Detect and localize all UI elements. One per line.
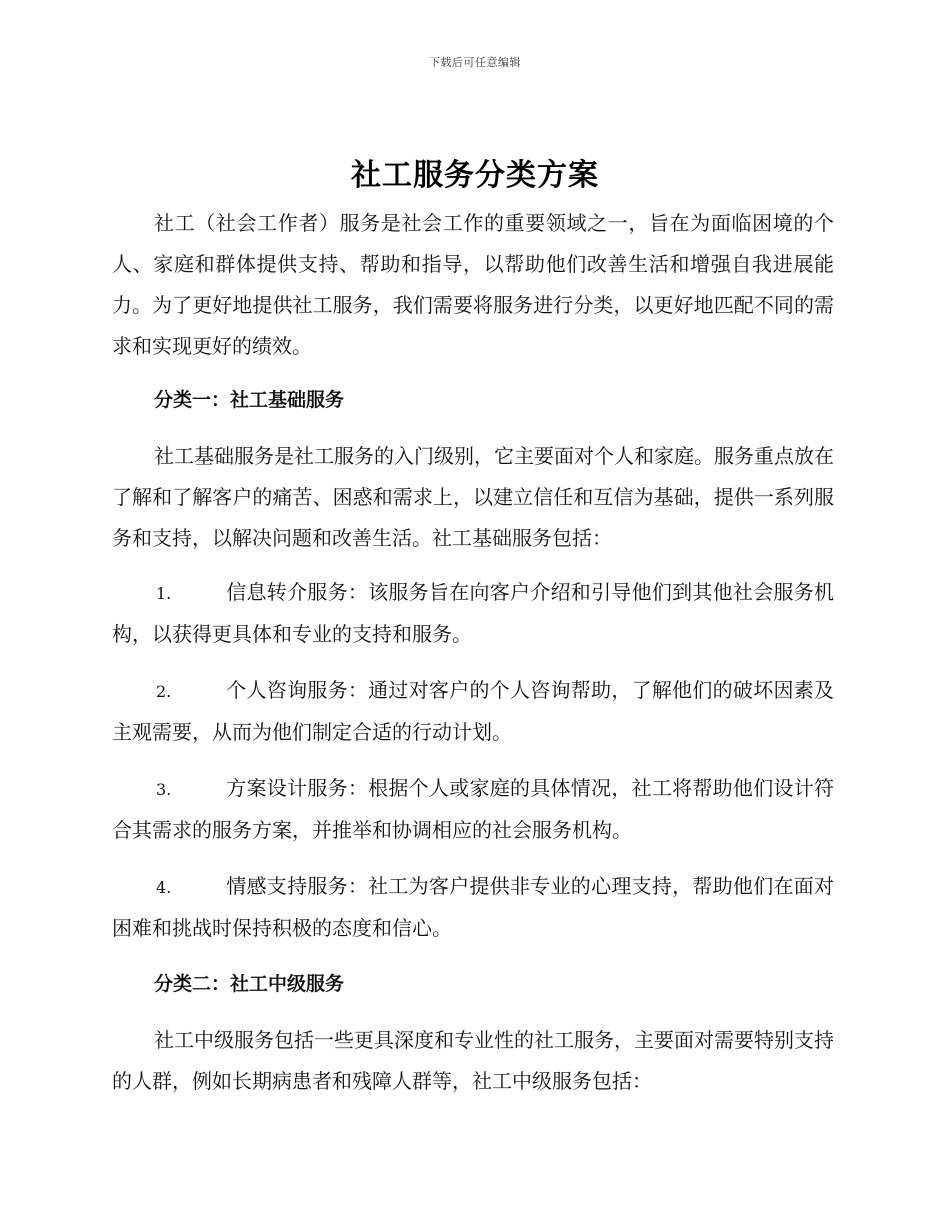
page-title: 社工服务分类方案 xyxy=(351,158,599,193)
list-number: 2. xyxy=(156,682,172,701)
list-item-text: 个人咨询服务：通过对客户的个人咨询帮助，了解他们的破坏因素及主观需要，从而为他们制定合适的行动计划。 xyxy=(112,678,834,744)
section2-paragraph: 社工中级服务包括一些更具深度和专业性的社工服务，主要面对需要特别支持的人群，例如长期病患者和残障人群等，社工中级服务包括： xyxy=(112,1028,834,1093)
list-item-text: 信息转介服务：该服务旨在向客户介绍和引导他们到其他社会服务机构，以获得更具体和专业的支持和服务。 xyxy=(112,580,834,646)
header-note: 下载后可任意编辑 xyxy=(429,56,521,69)
list-item-text: 情感支持服务：社工为客户提供非专业的心理支持，帮助他们在面对困难和挑战时保持积极的态度和信心。 xyxy=(112,874,834,940)
section1-heading: 分类一：社工基础服务 xyxy=(154,389,345,411)
document-body xyxy=(112,203,834,1115)
list-number: 3. xyxy=(156,780,172,799)
list-item xyxy=(112,572,834,655)
list-item-text: 方案设计服务：根据个人或家庭的具体情况，社工将帮助他们设计符合其需求的服务方案，并推举和协调相应的社会服务机构。 xyxy=(112,776,834,842)
list-item xyxy=(112,768,834,851)
section2-heading: 分类二：社工中级服务 xyxy=(154,973,345,995)
list-number: 1. xyxy=(156,584,172,603)
section1-paragraph: 社工基础服务是社工服务的入门级别，它主要面对个人和家庭。服务重点放在了解和了解客户的痛苦、困惑和需求上，以建立信任和互信为基础，提供一系列服务和支持，以解决问题和改善生活。社工基础服务包括： xyxy=(112,444,834,550)
list-item xyxy=(112,670,834,753)
list-number: 4. xyxy=(156,878,172,897)
list-item xyxy=(112,866,834,949)
intro-paragraph: 社工（社会工作者）服务是社会工作的重要领域之一，旨在为面临困境的个人、家庭和群体提供支持、帮助和指导，以帮助他们改善生活和增强自我进展能力。为了更好地提供社工服务，我们需要将服务进行分类，以更好地匹配不同的需求和实现更好的绩效。 xyxy=(112,211,834,358)
